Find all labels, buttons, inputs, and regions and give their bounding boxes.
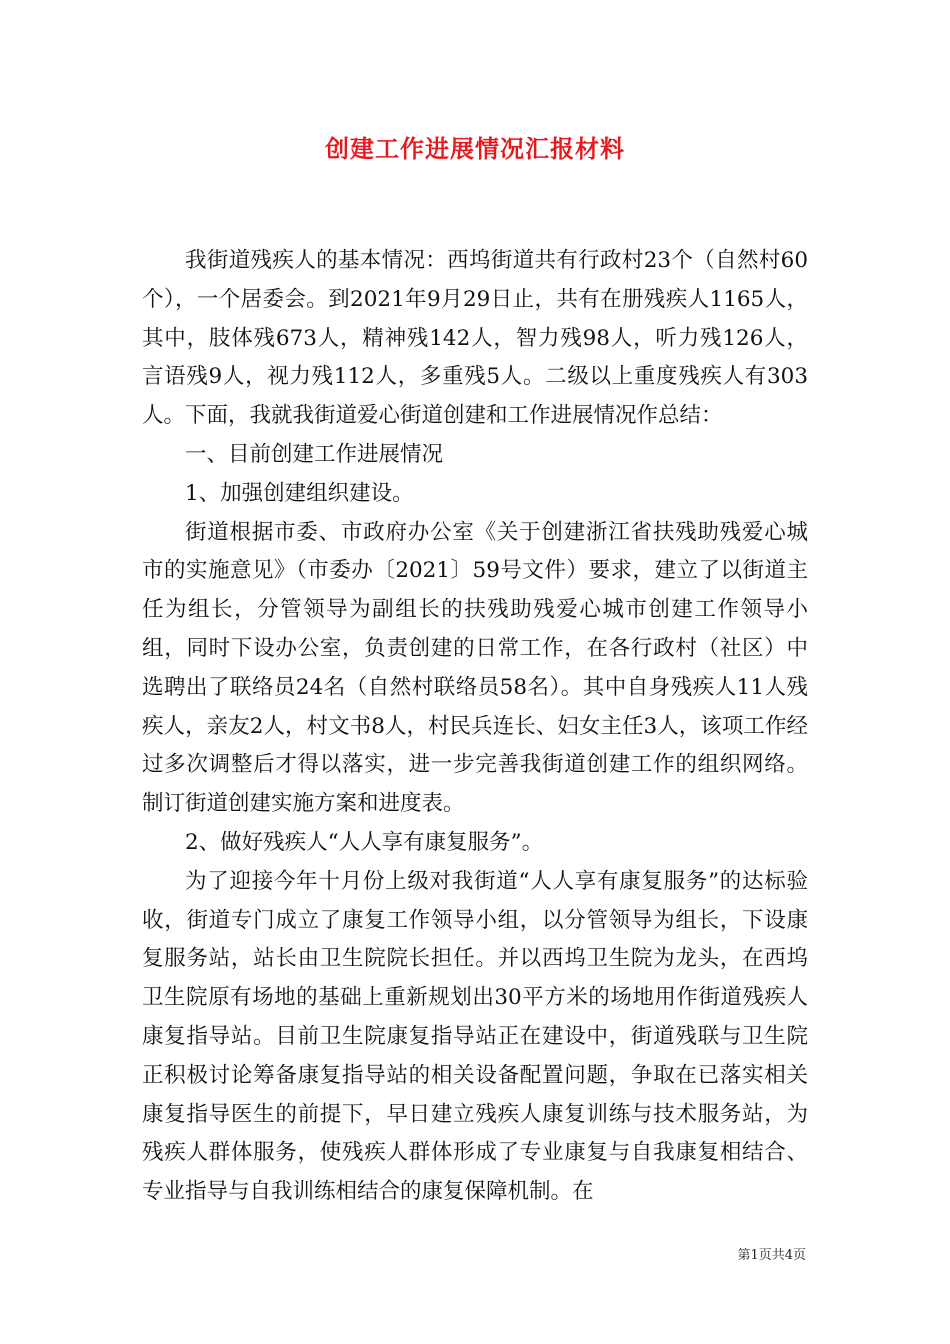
page-number-footer: 第1页共4页 — [737, 1248, 806, 1263]
paragraph-basic-situation: 我街道残疾人的基本情况：西坞街道共有行政村23个（自然村60个），一个居委会。到2021年9月29日止，共有在册残疾人1165人，其中，肢体残673人，精神残142人，智力残98人，听力残126人，言语残9人，视力残112人，多重残5人。二级以上重度残疾人有303人。下面，我就我街道爱心街道创建和工作进展情况作总结： — [142, 248, 808, 429]
paragraph-rehabilitation: 为了迎接今年十月份上级对我街道“人人享有康复服务”的达标验收，街道专门成立了康复工作领导小组，以分管领导为组长，下设康复服务站，站长由卫生院院长担任。并以西坞卫生院为龙头，在西坞卫生院原有场地的基础上重新规划出30平方米的场地用作街道残疾人康复指导站。目前卫生院康复指导站正在建设中，街道残联与卫生院正积极讨论筹备康复指导站的相关设备配置问题，争取在已落实相关康复指导医生的前提下，早日建立残疾人康复训练与技术服务站，为残疾人群体服务，使残疾人群体形成了专业康复与自我康复相结合、专业指导与自我训练相结合的康复保障机制。在 — [142, 868, 808, 1205]
subheading-1: 1、加强创建组织建设。 — [185, 480, 414, 506]
document-title: 创建工作进展情况汇报材料 — [325, 134, 625, 163]
paragraph-organization: 街道根据市委、市政府办公室《关于创建浙江省扶残助残爱心城市的实施意见》（市委办〔2021〕59号文件）要求，建立了以街道主任为组长，分管领导为副组长的扶残助残爱心城市创建工作领导小组，同时下设办公室，负责创建的日常工作，在各行政村（社区）中选聘出了联络员24名（自然村联络员58名）。其中自身残疾人11人残疾人，亲友2人，村文书8人，村民兵连长、妇女主任3人，该项工作经过多次调整后才得以落实，进一步完善我街道创建工作的组织网络。制订街道创建实施方案和进度表。 — [142, 519, 808, 817]
document-body — [142, 242, 808, 1212]
section-heading-1: 一、目前创建工作进展情况 — [185, 441, 444, 467]
subheading-2: 2、做好残疾人“人人享有康复服务”。 — [185, 829, 544, 855]
